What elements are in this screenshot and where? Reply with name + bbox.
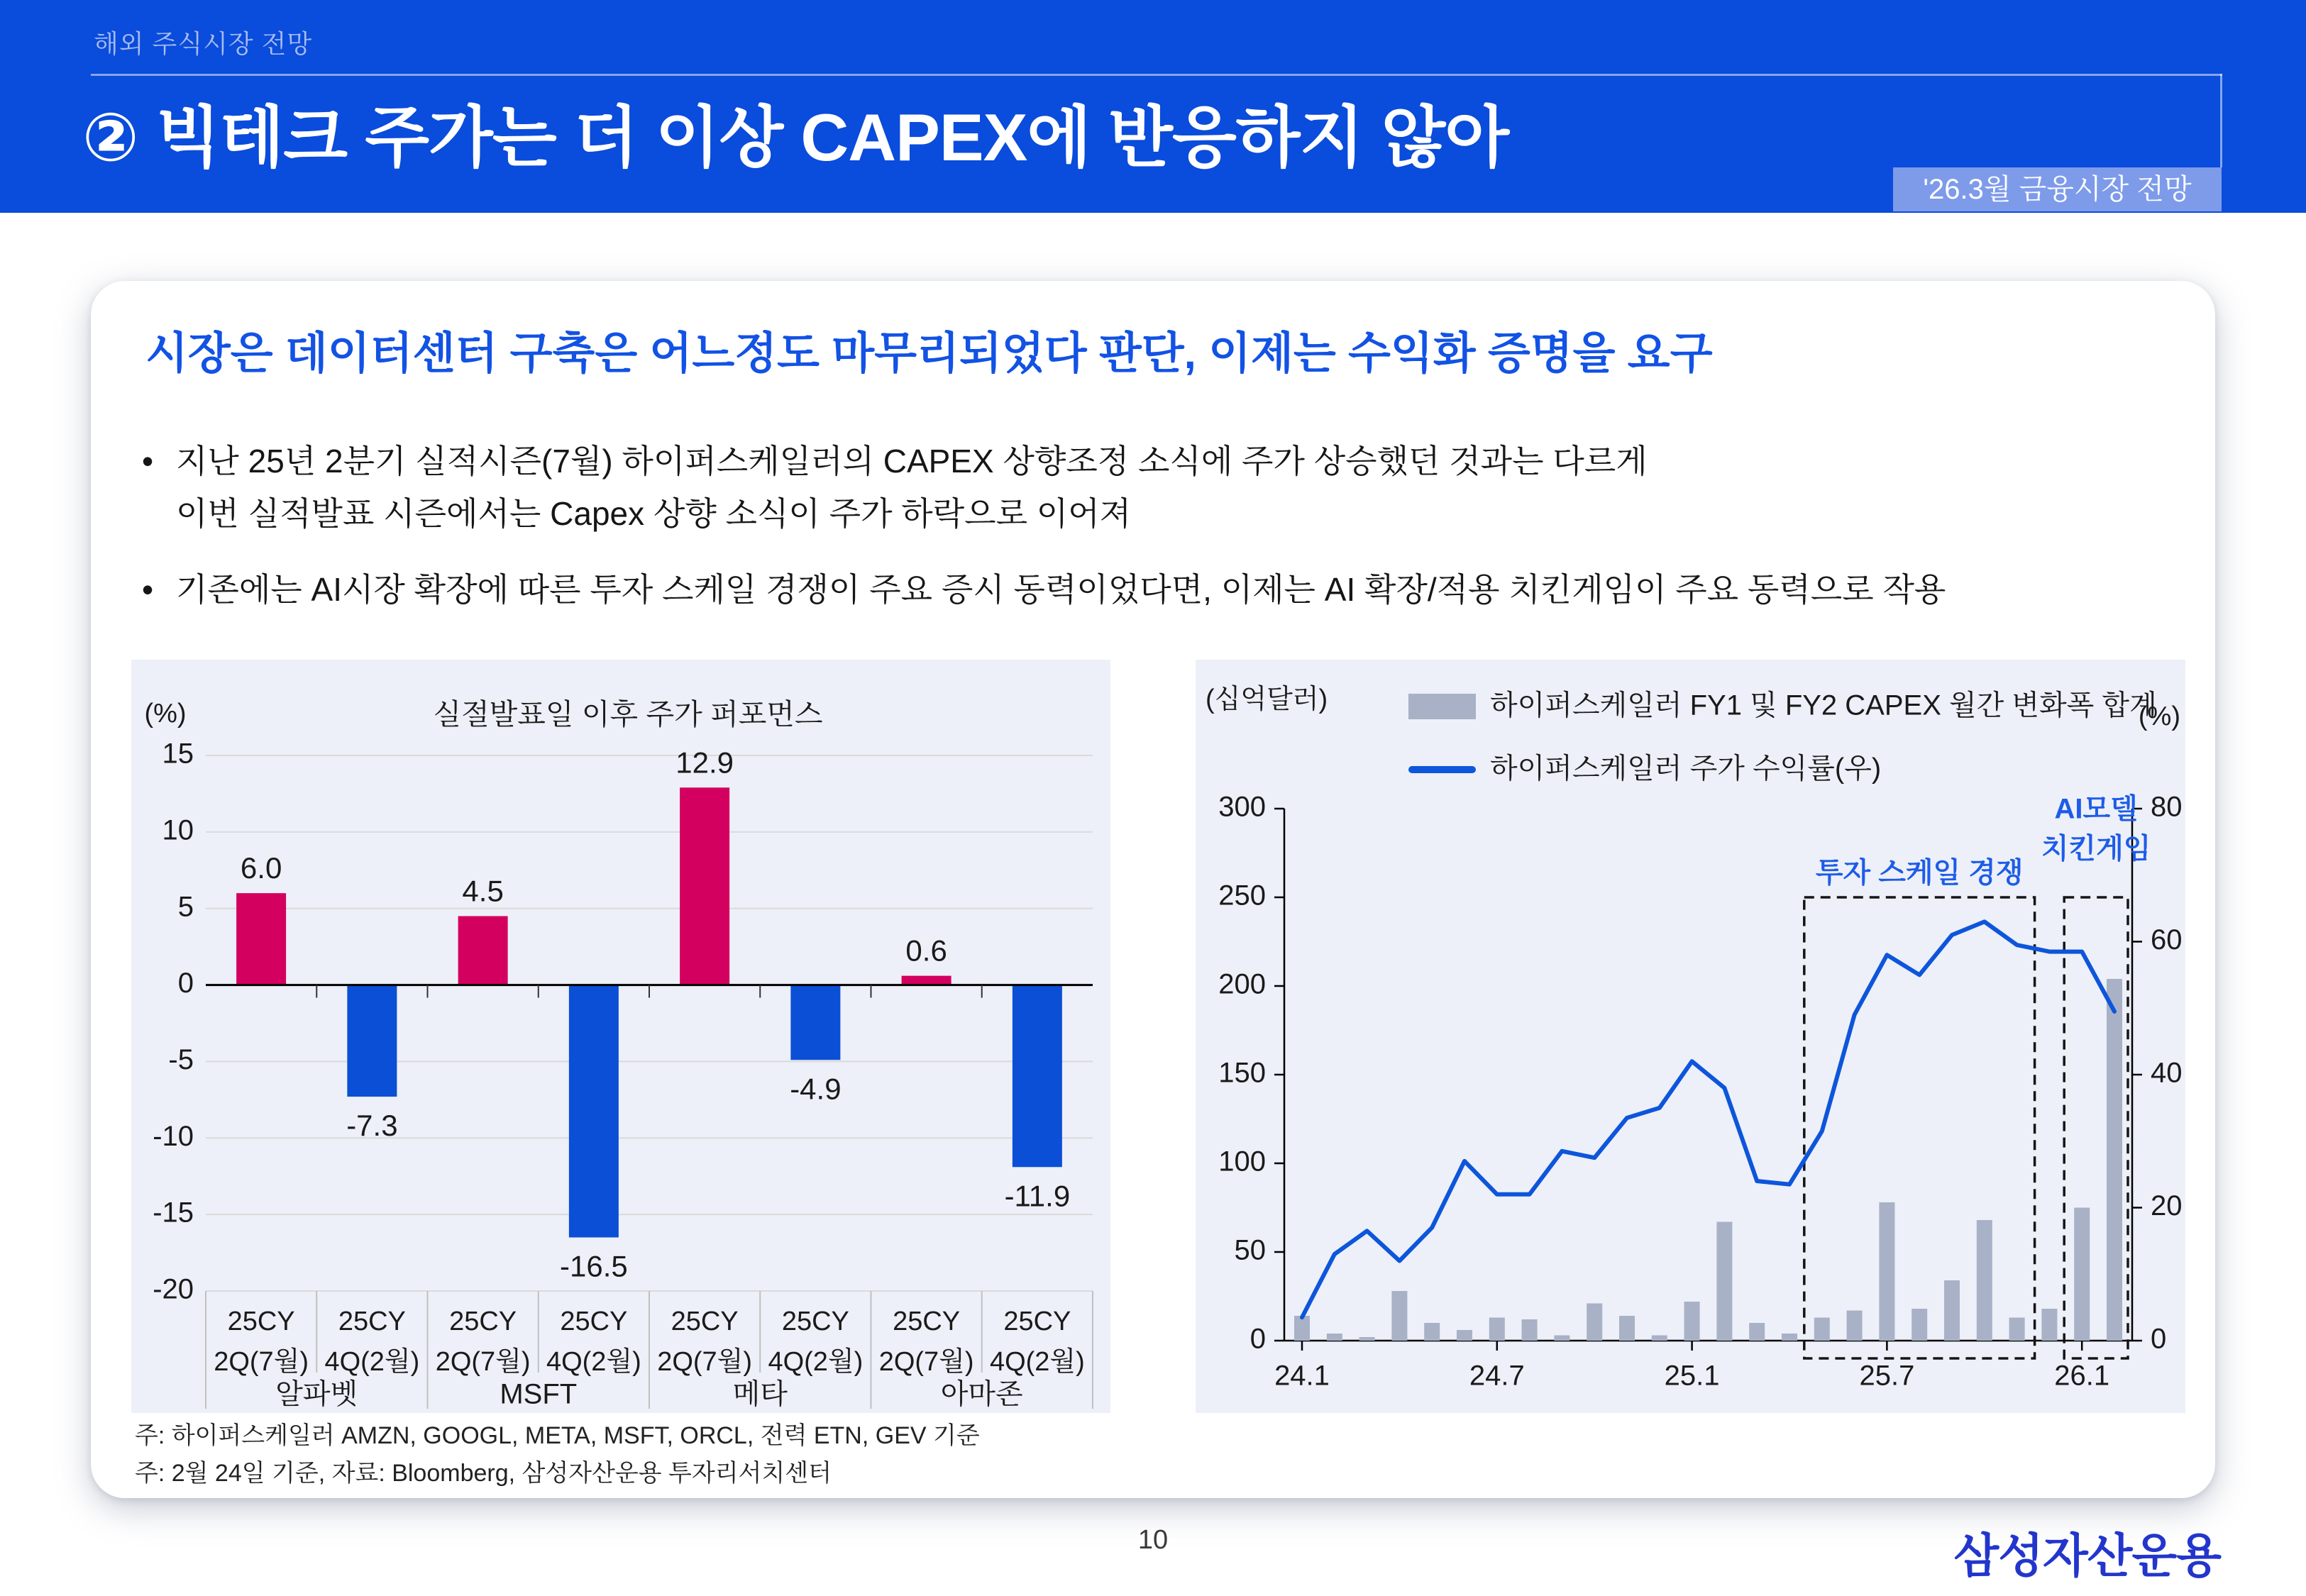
- bar: [1587, 1304, 1602, 1341]
- slide-header: [0, 0, 2306, 213]
- bar: [1847, 1311, 1863, 1341]
- svg-text:4Q(2월): 4Q(2월): [768, 1347, 864, 1378]
- svg-text:300: 300: [1218, 791, 1266, 823]
- svg-text:-16.5: -16.5: [560, 1249, 628, 1283]
- svg-text:50: 50: [1234, 1234, 1266, 1266]
- svg-text:MSFT: MSFT: [500, 1378, 578, 1410]
- svg-text:25.7: 25.7: [1859, 1360, 1915, 1392]
- svg-text:25CY: 25CY: [449, 1307, 517, 1337]
- svg-text:투자 스케일 경쟁: 투자 스케일 경쟁: [1815, 857, 2024, 889]
- svg-text:25CY: 25CY: [560, 1307, 628, 1337]
- svg-text:(%): (%): [2138, 702, 2180, 732]
- svg-text:-7.3: -7.3: [346, 1109, 398, 1143]
- bar: [1911, 1309, 1927, 1341]
- svg-text:25CY: 25CY: [227, 1307, 295, 1337]
- category-table: [206, 1291, 1093, 1410]
- axes: [1218, 792, 2182, 1392]
- capex-return-svg: [1196, 660, 2185, 1413]
- bullet-marker: [142, 488, 176, 541]
- footnote-line: 주: 2월 24일 기준, 자료: Bloomberg, 삼성자산운용 투자리서치센터: [135, 1459, 832, 1487]
- bar: [347, 985, 397, 1097]
- bar: [1294, 1316, 1310, 1341]
- bullet-marker: •: [142, 571, 154, 609]
- svg-text:치킨게임: 치킨게임: [2041, 833, 2151, 865]
- zero-axis-ticks: [316, 985, 982, 998]
- bar: [1013, 985, 1062, 1168]
- svg-text:0: 0: [2151, 1323, 2167, 1355]
- price-performance-svg: [131, 660, 1110, 1413]
- header-vertical-rule: [2220, 74, 2222, 167]
- svg-text:25.1: 25.1: [1664, 1360, 1720, 1392]
- svg-text:25CY: 25CY: [893, 1307, 961, 1337]
- svg-text:6.0: 6.0: [240, 851, 282, 885]
- legend-line-swatch: [1408, 766, 1476, 773]
- svg-text:15: 15: [162, 738, 194, 770]
- svg-text:4Q(2월): 4Q(2월): [324, 1347, 420, 1378]
- footnotes: [135, 1417, 980, 1492]
- header-rule: [91, 74, 2222, 76]
- svg-text:20: 20: [2151, 1190, 2183, 1222]
- svg-text:24.7: 24.7: [1469, 1360, 1525, 1392]
- svg-text:AI모델: AI모델: [2054, 793, 2138, 825]
- bars: [236, 787, 1062, 1237]
- bar: [2074, 1208, 2090, 1341]
- bar: [1424, 1323, 1440, 1341]
- bar: [1684, 1302, 1700, 1341]
- svg-text:하이퍼스케일러 주가 수익률(우): 하이퍼스케일러 주가 수익률(우): [1490, 753, 1882, 785]
- dashed-box: [1804, 897, 2035, 1358]
- svg-text:메타: 메타: [732, 1378, 788, 1410]
- svg-text:-15: -15: [153, 1197, 194, 1229]
- y-axis-labels: [153, 738, 194, 1305]
- svg-text:26.1: 26.1: [2054, 1360, 2110, 1392]
- svg-text:0: 0: [177, 968, 194, 999]
- bar-chart-price-performance: [131, 660, 1110, 1413]
- capex-bars: [1294, 979, 2122, 1341]
- svg-text:4Q(2월): 4Q(2월): [989, 1347, 1085, 1378]
- svg-text:100: 100: [1218, 1146, 1266, 1177]
- combo-chart-capex-return: [1196, 660, 2185, 1413]
- svg-text:150: 150: [1218, 1057, 1266, 1089]
- svg-text:-5: -5: [168, 1043, 194, 1075]
- bullet-text: 이번 실적발표 시즌에서는 Capex 상향 소식이 주가 하락으로 이어져: [176, 494, 1132, 532]
- svg-text:2Q(7월): 2Q(7월): [878, 1347, 974, 1378]
- gridlines: [206, 755, 1093, 1291]
- svg-text:200: 200: [1218, 968, 1266, 1000]
- page-number: 10: [1137, 1525, 1169, 1555]
- bullet-text: 지난 25년 2분기 실적시즌(7월) 하이퍼스케일러의 CAPEX 상향조정 소식에 주가 상승했던 것과는 다르게: [176, 443, 1648, 480]
- page-title: ② 빅테크 주가는 더 이상 CAPEX에 반응하지 않아: [82, 100, 1509, 174]
- footnote-line: 주: 하이퍼스케일러 AMZN, GOOGL, META, MSFT, ORCL, 전력 ETN, GEV 기준: [135, 1422, 980, 1449]
- svg-text:2Q(7월): 2Q(7월): [435, 1347, 531, 1378]
- card-headline: 시장은 데이터센터 구축은 어느정도 마무리되었다 판단, 이제는 수익화 증명을 요구: [145, 329, 1713, 378]
- svg-text:-20: -20: [153, 1273, 194, 1305]
- bar: [1749, 1323, 1765, 1341]
- svg-text:(%): (%): [144, 699, 187, 729]
- svg-text:4Q(2월): 4Q(2월): [546, 1347, 641, 1378]
- bar: [569, 985, 619, 1238]
- svg-text:25CY: 25CY: [671, 1307, 739, 1337]
- bar: [1652, 1336, 1667, 1341]
- bar: [458, 916, 508, 985]
- bullet-marker: •: [142, 443, 154, 480]
- svg-text:80: 80: [2151, 791, 2183, 823]
- bar: [1359, 1337, 1375, 1341]
- svg-text:하이퍼스케일러 FY1 및 FY2 CAPEX 월간 변화폭: 하이퍼스케일러 FY1 및 FY2 CAPEX 월간 변화폭 합계: [1490, 689, 2157, 721]
- svg-text:5: 5: [177, 891, 194, 923]
- bar: [790, 985, 840, 1060]
- bullet-text: 기존에는 AI시장 확장에 따른 투자 스케일 경쟁이 주요 증시 동력이었다면, 이제는 AI 확장/적용 치킨게임이 주요 동력으로 작용: [176, 571, 1946, 609]
- svg-text:12.9: 12.9: [675, 746, 734, 780]
- svg-text:25CY: 25CY: [338, 1307, 406, 1337]
- legend: [1408, 690, 2157, 785]
- svg-text:250: 250: [1218, 880, 1266, 911]
- svg-text:-4.9: -4.9: [790, 1072, 842, 1106]
- bar: [2009, 1318, 2025, 1341]
- report-badge: '26.3월 금융시장 전망: [1893, 167, 2222, 211]
- bar: [1554, 1336, 1569, 1341]
- bar: [1391, 1291, 1407, 1341]
- bullet-line: [142, 564, 2164, 616]
- bar: [1716, 1222, 1732, 1341]
- bullet-list: [142, 436, 2164, 616]
- svg-text:0.6: 0.6: [905, 933, 947, 968]
- svg-text:2Q(7월): 2Q(7월): [214, 1347, 309, 1378]
- svg-text:25CY: 25CY: [1003, 1307, 1071, 1337]
- bar: [1814, 1318, 1830, 1341]
- svg-text:(십억달러): (십억달러): [1206, 685, 1328, 715]
- svg-text:알파벳: 알파벳: [275, 1378, 358, 1410]
- bar: [680, 787, 729, 985]
- bar: [1457, 1330, 1472, 1341]
- svg-text:-11.9: -11.9: [1004, 1179, 1071, 1213]
- svg-text:2Q(7월): 2Q(7월): [657, 1347, 753, 1378]
- bar: [1977, 1220, 1992, 1341]
- bar: [902, 976, 951, 985]
- bar: [1782, 1334, 1797, 1341]
- svg-text:10: 10: [162, 814, 194, 846]
- bar: [2041, 1309, 2057, 1341]
- bullet-line: [142, 436, 2164, 488]
- svg-text:아마존: 아마존: [940, 1378, 1023, 1410]
- legend-bar-swatch: [1408, 694, 1476, 719]
- bar: [1879, 1202, 1894, 1341]
- return-line: [1302, 921, 2114, 1317]
- content-card: [91, 281, 2215, 1498]
- svg-text:4.5: 4.5: [462, 874, 504, 908]
- svg-text:0: 0: [1249, 1323, 1266, 1355]
- bar: [1944, 1280, 1960, 1341]
- svg-text:-10: -10: [153, 1120, 194, 1152]
- company-logo: 삼성자산운용: [1953, 1529, 2221, 1582]
- bar: [1522, 1319, 1538, 1341]
- bar: [2107, 979, 2122, 1341]
- bullet-line: [142, 488, 2164, 541]
- svg-text:40: 40: [2151, 1057, 2183, 1089]
- bar: [1619, 1316, 1635, 1341]
- bar: [1489, 1318, 1505, 1341]
- svg-text:24.1: 24.1: [1274, 1360, 1330, 1392]
- bar: [1327, 1334, 1342, 1341]
- bar: [236, 893, 286, 985]
- svg-text:25CY: 25CY: [781, 1307, 849, 1337]
- section-eyebrow: 해외 주식시장 전망: [94, 29, 313, 58]
- svg-text:실절발표일 이후 주가 퍼포먼스: 실절발표일 이후 주가 퍼포먼스: [433, 697, 823, 731]
- svg-text:60: 60: [2151, 924, 2183, 956]
